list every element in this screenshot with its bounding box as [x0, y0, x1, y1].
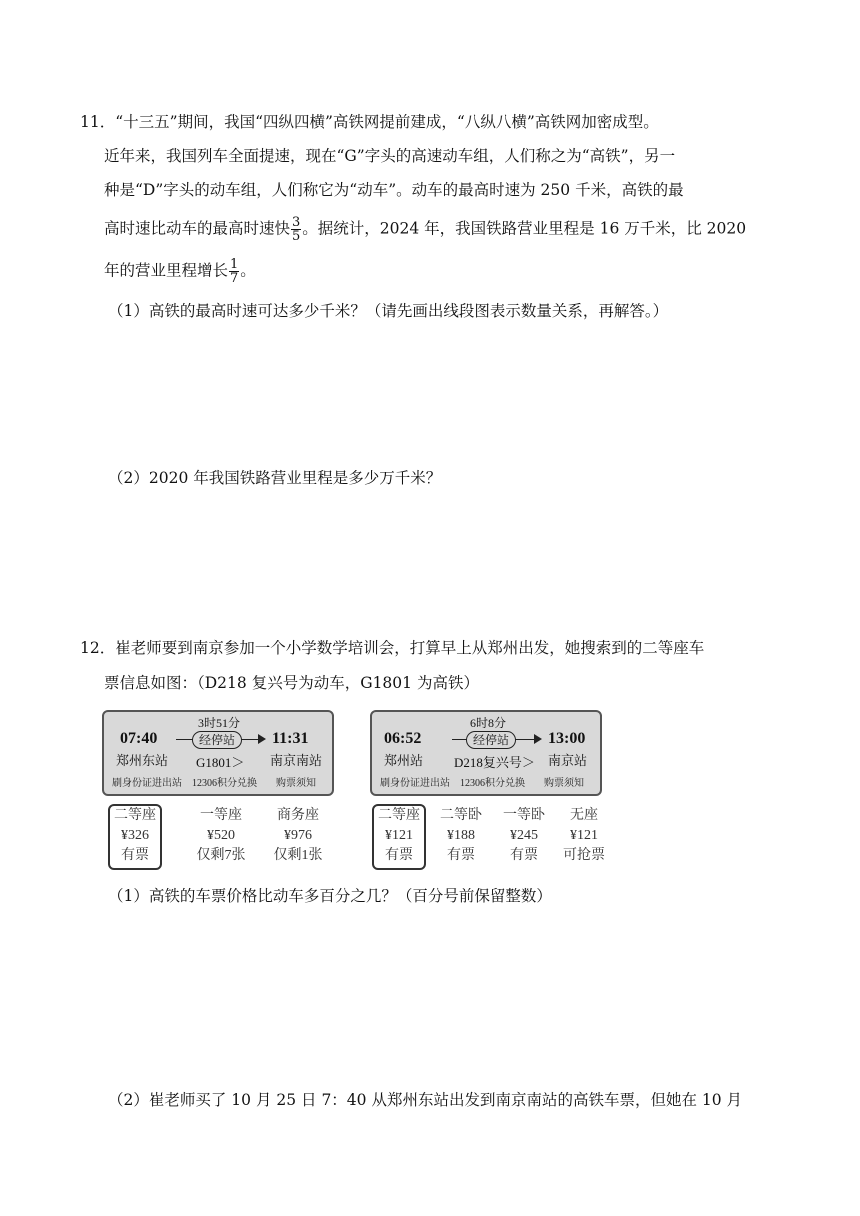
- seat-option-second-class: [108, 804, 162, 870]
- footer-notice: 购票须知: [544, 778, 584, 789]
- depart-station: 郑州站: [384, 753, 424, 768]
- arrow-right-icon: [258, 734, 266, 744]
- footer-points: 12306积分兑换: [192, 778, 257, 789]
- q11-line-3: 种是“D”字头的动车组，人们称它为“动车”。动车的最高时速为 250 千米，高铁的最: [104, 181, 684, 199]
- seat-option-first-sleeper: [496, 806, 552, 866]
- fraction-numerator: 3: [292, 215, 301, 230]
- depart-time: 07:40: [120, 730, 158, 747]
- depart-station: 郑州东站: [116, 753, 169, 768]
- footer-notice: 购票须知: [276, 778, 316, 789]
- q11-line-4-text-a: 高时速比动车的最高时速快: [104, 219, 291, 238]
- q12-line-2: 票信息如图：（D218 复兴号为动车，G1801 为高铁）: [104, 674, 479, 692]
- fraction-three-fifths: [291, 216, 301, 243]
- seat-option-business: [266, 806, 330, 866]
- seat-name: 无座: [570, 808, 598, 823]
- fraction-denominator: 5: [292, 229, 301, 244]
- fraction-one-seventh: [229, 258, 239, 285]
- seat-status: 有票: [510, 848, 538, 863]
- seat-status: 仅剩1张: [273, 848, 323, 863]
- seat-status: 有票: [121, 848, 149, 863]
- q11-line-5-text-b: 。: [240, 261, 256, 280]
- q11-line-5-text-a: 年的营业里程增长: [104, 261, 229, 280]
- via-stations-oval: 经停站: [466, 731, 516, 749]
- q11-line-4-text-b: 。据统计，2024 年，我国铁路营业里程是 16 万千米，比 2020: [302, 219, 747, 238]
- seat-name: 商务座: [277, 808, 319, 823]
- train-number: G1801＞: [196, 755, 245, 770]
- seat-price: ¥976: [284, 828, 312, 843]
- ticket-card-g1801: [102, 710, 334, 796]
- seat-price: ¥520: [207, 828, 235, 843]
- q12-sub-question-2: （2）崔老师买了 10 月 25 日 7：40 从郑州东站出发到南京南站的高铁车票，但她在 10 月: [108, 1091, 743, 1109]
- train-number: D218复兴号＞: [454, 755, 535, 770]
- seat-name: 一等座: [200, 808, 242, 823]
- q12-sub-question-1: （1）高铁的车票价格比动车多百分之几？（百分号前保留整数）: [108, 887, 552, 905]
- seat-price: ¥245: [510, 828, 538, 843]
- seat-price: ¥188: [447, 828, 475, 843]
- fraction-denominator: 7: [230, 271, 239, 286]
- q12-line-1: 12．崔老师要到南京参加一个小学数学培训会，打算早上从郑州出发，她搜索到的二等座车: [80, 639, 705, 657]
- footer-id-entry: 刷身份证进出站: [112, 778, 182, 789]
- q11-line-5: [104, 258, 256, 285]
- q11-sub-question-1: （1）高铁的最高时速可达多少千米？（请先画出线段图表示数量关系，再解答。）: [108, 302, 669, 320]
- seat-name: 二等座: [378, 808, 420, 823]
- depart-time: 06:52: [384, 730, 422, 747]
- ticket-card-d218: [370, 710, 602, 796]
- duration: 3时51分: [198, 716, 241, 730]
- arrive-station: 南京南站: [270, 753, 323, 768]
- seat-status: 仅剩7张: [196, 848, 246, 863]
- duration: 6时8分: [470, 716, 507, 730]
- footer-id-entry: 刷身份证进出站: [380, 778, 450, 789]
- arrow-right-icon: [534, 734, 542, 744]
- seat-price: ¥326: [121, 828, 149, 843]
- seat-status: 有票: [385, 848, 413, 863]
- seat-price: ¥121: [385, 828, 413, 843]
- q11-line-4: [104, 216, 746, 243]
- arrive-time: 13:00: [548, 730, 586, 747]
- seat-name: 二等座: [114, 808, 156, 823]
- seat-option-first-class: [190, 806, 252, 866]
- seat-name: 二等卧: [440, 808, 482, 823]
- seat-price: ¥121: [570, 828, 598, 843]
- q11-line-1: 11．“十三五”期间，我国“四纵四横”高铁网提前建成，“八纵八横”高铁网加密成型。: [80, 113, 659, 131]
- seat-status: 有票: [447, 848, 475, 863]
- footer-points: 12306积分兑换: [460, 778, 525, 789]
- q11-sub-question-2: （2）2020 年我国铁路营业里程是多少万千米？: [108, 469, 442, 487]
- seat-status: 可抢票: [563, 848, 605, 863]
- fraction-numerator: 1: [230, 257, 239, 272]
- seat-option-second-sleeper: [432, 806, 490, 866]
- seat-option-standing: [556, 806, 612, 866]
- seat-name: 一等卧: [503, 808, 545, 823]
- seat-option-second-class: [372, 804, 426, 870]
- q11-line-2: 近年来，我国列车全面提速，现在“G”字头的高速动车组，人们称之为“高铁”，另一: [104, 147, 676, 165]
- via-stations-oval: 经停站: [192, 731, 242, 749]
- arrive-time: 11:31: [272, 730, 309, 747]
- arrive-station: 南京站: [548, 753, 588, 768]
